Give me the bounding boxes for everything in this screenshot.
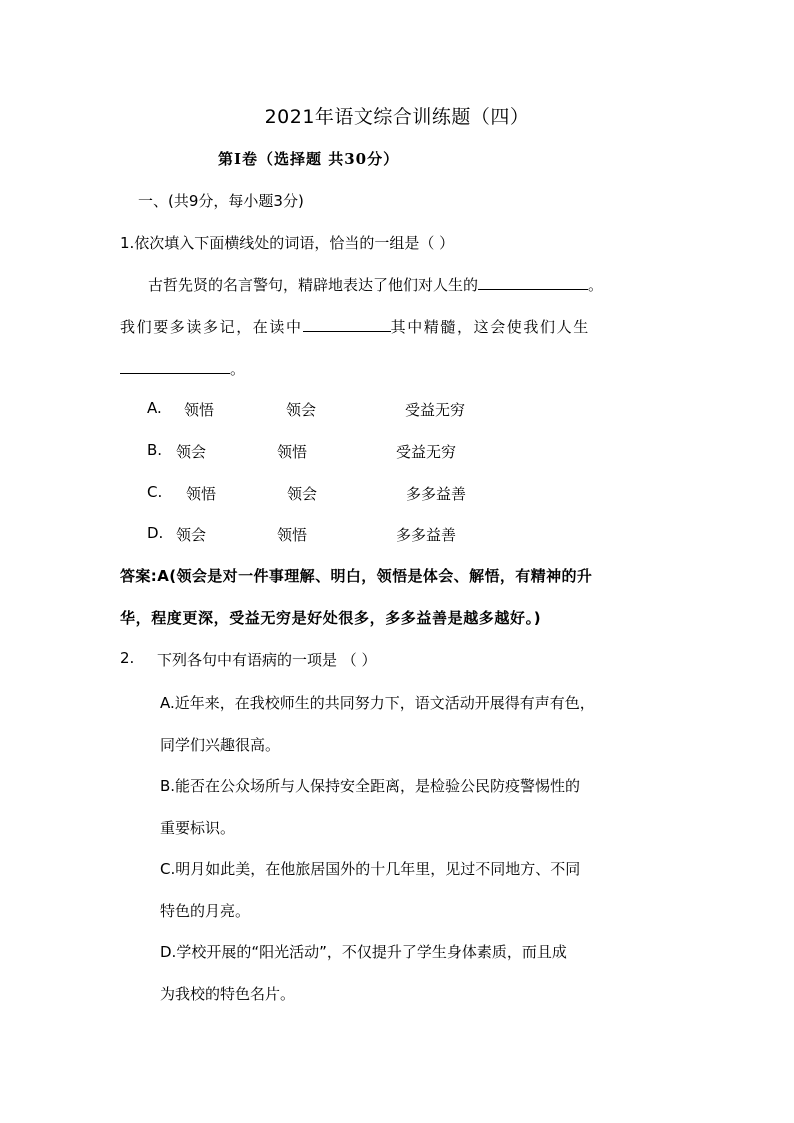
option-letter: A. xyxy=(147,399,162,417)
blank-1 xyxy=(478,275,588,290)
q2-option-a-line-2: 同学们兴趣很高。 xyxy=(160,736,281,754)
passage-text: 其中精髓，这会使我们人生 xyxy=(390,318,590,336)
option-c xyxy=(0,483,794,503)
q2-option-d-line-2: 为我校的特色名片。 xyxy=(160,985,296,1003)
option-word-2: 领悟 xyxy=(277,526,308,544)
option-b xyxy=(0,441,794,461)
passage-text: 古哲先贤的名言警句，精辟地表达了他们对人生的 xyxy=(148,276,479,294)
question-1-passage-line-1 xyxy=(148,274,603,295)
q2-option-c-line-1: C.明月如此美，在他旅居国外的十几年里，见过不同地方、不同 xyxy=(160,860,581,878)
option-d xyxy=(0,524,794,544)
q2-option-d-line-1: D.学校开展的“阳光活动”，不仅提升了学生身体素质，而且成 xyxy=(160,943,567,961)
question-1-passage-line-2 xyxy=(120,316,590,337)
question-2-number: 2. xyxy=(120,649,135,667)
answer-line-2: 华，程度更深，受益无穷是好处很多，多多益善是越多越好。) xyxy=(120,609,542,627)
q2-option-a-line-1: A.近年来，在我校师生的共同努力下，语文活动开展得有声有色， xyxy=(160,694,595,712)
q2-option-c-line-2: 特色的月亮。 xyxy=(160,902,251,920)
volume-heading: 第Ⅰ卷（选择题 共30分） xyxy=(218,150,400,168)
option-word-1: 领悟 xyxy=(184,401,215,419)
option-a xyxy=(0,399,794,419)
question-1-passage-line-3 xyxy=(120,358,245,379)
blank-2 xyxy=(303,317,391,332)
option-word-1: 领会 xyxy=(176,526,207,544)
option-word-2: 领会 xyxy=(286,401,317,419)
passage-text: 我们要多读多记，在读中 xyxy=(120,318,303,336)
option-word-2: 领悟 xyxy=(277,443,308,461)
option-letter: B. xyxy=(147,441,163,459)
answer-line-1: 答案:A(领会是对一件事理解、明白，领悟是体会、解悟，有精神的升 xyxy=(120,567,593,585)
option-word-3: 受益无穷 xyxy=(396,443,457,461)
option-letter: D. xyxy=(147,524,164,542)
q2-option-b-line-1: B.能否在公众场所与人保持安全距离，是检验公民防疫警惕性的 xyxy=(160,777,581,795)
option-word-3: 多多益善 xyxy=(406,485,467,503)
page-title: 2021年语文综合训练题（四） xyxy=(264,106,530,128)
option-letter: C. xyxy=(147,483,163,501)
question-1-stem: 1.依次填入下面横线处的词语，恰当的一组是（ ） xyxy=(120,234,455,252)
blank-3 xyxy=(120,359,230,374)
passage-punct: 。 xyxy=(588,276,604,294)
option-word-3: 多多益善 xyxy=(396,526,457,544)
section-heading: 一、(共9分，每小题3分) xyxy=(138,192,304,210)
option-word-1: 领会 xyxy=(176,443,207,461)
option-word-3: 受益无穷 xyxy=(405,401,466,419)
option-word-1: 领悟 xyxy=(186,485,217,503)
passage-punct: 。 xyxy=(230,360,246,378)
option-word-2: 领会 xyxy=(287,485,318,503)
question-2-stem: 下列各句中有语病的一项是 （ ） xyxy=(157,651,377,669)
q2-option-b-line-2: 重要标识。 xyxy=(160,819,236,837)
